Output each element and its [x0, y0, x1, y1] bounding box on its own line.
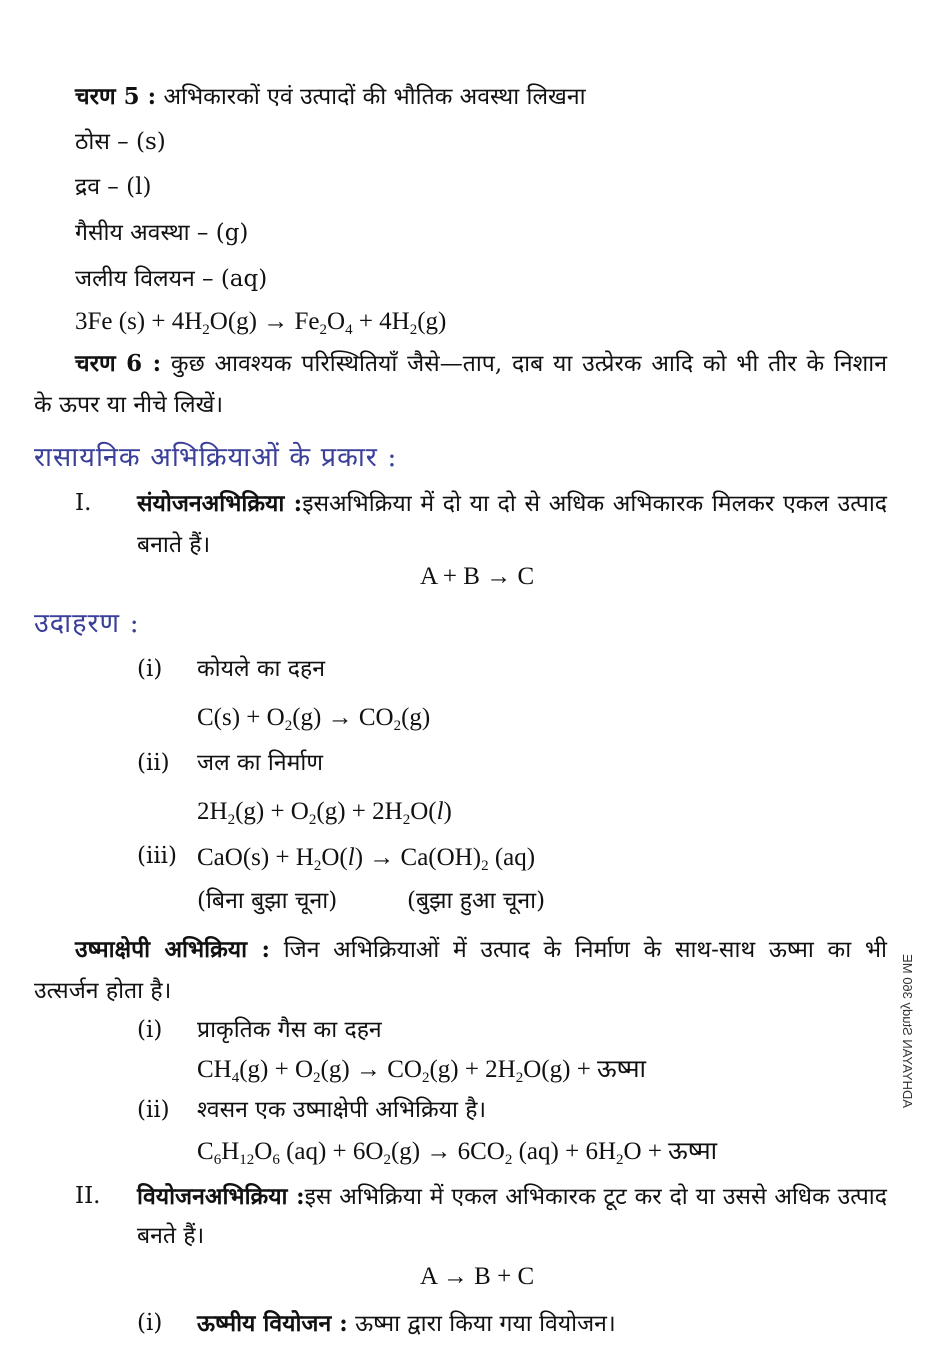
decomposition-number: II. [75, 1183, 101, 1209]
thermal-number: (i) [137, 1310, 163, 1336]
step5-text: अभिकारकों एवं उत्पादों की भौतिक अवस्था लिखना [163, 84, 586, 110]
thermal-label: ऊष्मीय वियोजन : [197, 1310, 348, 1337]
exothermic-item-title: प्राकृतिक गैस का दहन [197, 1017, 382, 1043]
combination-line2: बनाते हैं। [137, 532, 211, 558]
slaked-lime-label: (बुझा हुआ चूना) [407, 888, 546, 914]
step6-line1: चरण 6 : कुछ आवश्यक परिस्थितियाँ जैसे—ताप, दाब या उत्प्रेरक आदि को भी तीर के निशान [75, 350, 887, 377]
state-solid: ठोस – (s) [75, 129, 166, 155]
example-title: जल का निर्माण [197, 750, 323, 776]
step6-line2: के ऊपर या नीचे लिखें। [34, 392, 224, 418]
side-watermark-text: ADHYAYAN Study 360 ME [900, 954, 915, 1108]
state-liquid: द्रव – (l) [75, 174, 152, 200]
exothermic-item-title: श्वसन एक उष्माक्षेपी अभिक्रिया है। [197, 1097, 487, 1123]
decomposition-line2: बनते हैं। [137, 1223, 205, 1249]
exothermic-line1: उष्माक्षेपी अभिक्रिया : जिन अभिक्रियाओं में उत्पाद के निर्माण के साथ-साथ ऊष्मा का भी [75, 936, 888, 963]
combination-label: संयोजनअभिक्रिया : [137, 490, 303, 517]
exothermic-label: उष्माक्षेपी अभिक्रिया : [75, 936, 270, 963]
decomposition-line1: वियोजनअभिक्रिया :इस अभिक्रिया में एकल अभिकारक टूट कर दो या उससे अधिक उत्पाद [137, 1183, 887, 1210]
iron-steam-equation: 3Fe $(s) + 4H_2O(g) \to Fe_2O_4 + 4H_2(g)$ [75, 308, 447, 338]
side-watermark [893, 954, 919, 1288]
step6-label: चरण 6 : [75, 350, 162, 377]
combination-number: I. [75, 490, 92, 516]
step5-label: चरण 5 : [75, 83, 157, 110]
state-aqueous: जलीय विलयन – (aq) [75, 266, 268, 292]
example-number: (ii) [137, 750, 170, 776]
quicklime-label: (बिना बुझा चूना) [197, 888, 338, 914]
combination-line1: संयोजनअभिक्रिया :इसअभिक्रिया में दो या दो से अधिक अभिकारक मिलकर एकल उत्पाद [137, 490, 887, 517]
combination-general-equation: A + B → C [420, 563, 535, 590]
water-formation-equation: $2H_2(g) + O_2(g) + 2H_2O(l)$ [197, 798, 452, 828]
types-heading: रासायनिक अभिक्रियाओं के प्रकार : [34, 442, 398, 473]
exothermic-item-number: (i) [137, 1017, 163, 1043]
step5-line [75, 83, 586, 112]
decomposition-general-equation: A → B + C [420, 1263, 535, 1290]
respiration-equation: $C_6H_{12}O_6$ $(aq) + 6O_2(g) \to 6CO_2$ $(aq) + 6H_2O$ + ऊष्मा [197, 1138, 718, 1168]
state-gas: गैसीय अवस्था – (g) [75, 220, 249, 246]
example-number: (i) [137, 656, 163, 682]
thermal-line: ऊष्मीय वियोजन : ऊष्मा द्वारा किया गया वियोजन। [197, 1310, 616, 1337]
methane-combustion-equation: $CH_4(g) + O_2(g) \to CO_2(g) + 2H_2O(g)$ + ऊष्मा [197, 1056, 647, 1086]
exothermic-item-number: (ii) [137, 1097, 170, 1123]
exothermic-line2: उत्सर्जन होता है। [34, 978, 172, 1004]
example-title: कोयले का दहन [197, 656, 325, 682]
examples-heading: उदाहरण : [34, 608, 140, 639]
example-number: (iii) [137, 843, 178, 869]
coal-combustion-equation: $C(s) + O_2(g) \to CO_2(g)$ [197, 704, 431, 734]
quicklime-equation: $CaO(s) + H_2O(l) \to Ca(OH)_2$ (aq) [197, 844, 536, 874]
decomposition-label: वियोजनअभिक्रिया : [137, 1183, 305, 1210]
